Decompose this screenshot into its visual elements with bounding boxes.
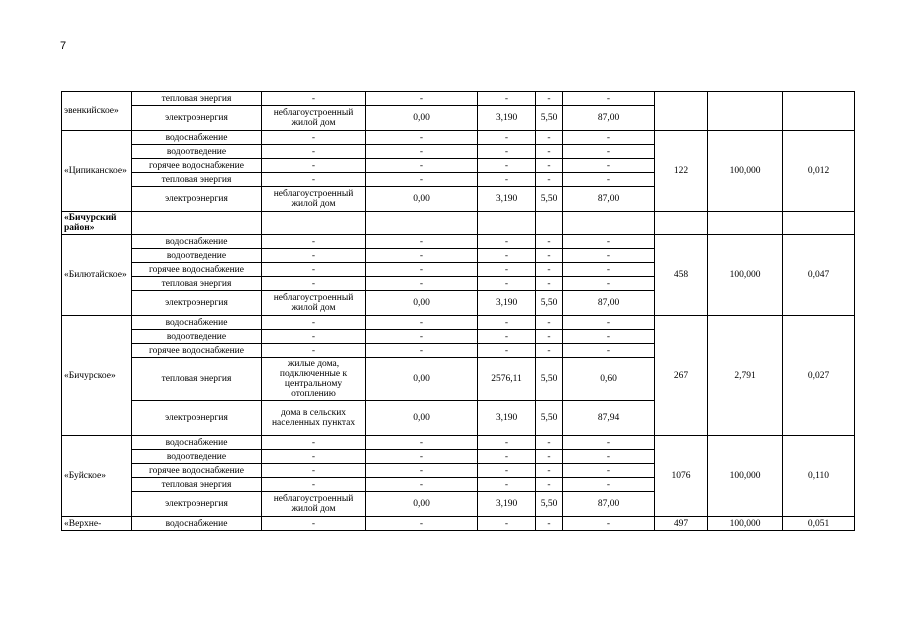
value-cell: - — [366, 316, 478, 330]
category-cell: неблагоустроенный жилой дом — [262, 187, 366, 212]
value-cell: - — [366, 263, 478, 277]
service-cell: горячее водоснабжение — [132, 344, 262, 358]
value-cell: - — [478, 235, 536, 249]
value-cell: 0,00 — [366, 401, 478, 436]
value-cell: - — [478, 263, 536, 277]
category-cell: - — [262, 173, 366, 187]
value-cell: - — [536, 330, 563, 344]
category-cell: неблагоустроенный жилой дом — [262, 106, 366, 131]
table-row — [62, 235, 855, 249]
category-cell: неблагоустроенный жилой дом — [262, 291, 366, 316]
value-cell: - — [563, 450, 655, 464]
value-cell: - — [563, 159, 655, 173]
value-cell: - — [536, 145, 563, 159]
category-cell: - — [262, 464, 366, 478]
value-cell: - — [366, 277, 478, 291]
category-cell: - — [262, 145, 366, 159]
value-cell: - — [366, 478, 478, 492]
value-cell: - — [536, 478, 563, 492]
table-row — [62, 517, 855, 531]
percent-cell: 100,000 — [708, 436, 783, 517]
municipality-cell: «Верхне- — [62, 517, 132, 531]
value-cell: - — [563, 263, 655, 277]
category-cell: - — [262, 436, 366, 450]
population-cell: 267 — [655, 316, 708, 436]
value-cell: - — [478, 249, 536, 263]
share-cell: 0,051 — [783, 517, 855, 531]
category-cell: жилые дома, подключенные к центральному отоплению — [262, 358, 366, 401]
value-cell: 0,00 — [366, 358, 478, 401]
value-cell: - — [563, 145, 655, 159]
population-cell: 458 — [655, 235, 708, 316]
percent-cell: 2,791 — [708, 316, 783, 436]
value-cell: - — [563, 344, 655, 358]
value-cell: - — [563, 330, 655, 344]
value-cell: - — [563, 249, 655, 263]
category-cell: - — [262, 517, 366, 531]
table-row — [62, 212, 855, 235]
value-cell: - — [563, 173, 655, 187]
value-cell: - — [366, 517, 478, 531]
tariff-table — [61, 91, 855, 531]
value-cell: - — [366, 145, 478, 159]
value-cell: - — [536, 131, 563, 145]
table-row — [62, 92, 855, 106]
value-cell: - — [366, 450, 478, 464]
category-cell: - — [262, 92, 366, 106]
value-cell: - — [563, 277, 655, 291]
district-header: «Бичурский район» — [62, 212, 132, 235]
value-cell: - — [366, 344, 478, 358]
value-cell: - — [536, 277, 563, 291]
service-cell: водоснабжение — [132, 436, 262, 450]
service-cell: электроэнергия — [132, 401, 262, 436]
population-cell: 122 — [655, 131, 708, 212]
value-cell: - — [366, 159, 478, 173]
category-cell: - — [262, 316, 366, 330]
value-cell: 3,190 — [478, 492, 536, 517]
value-cell: - — [563, 478, 655, 492]
value-cell: - — [536, 517, 563, 531]
share-cell: 0,027 — [783, 316, 855, 436]
service-cell: электроэнергия — [132, 492, 262, 517]
category-cell: дома в сельских населенных пунктах — [262, 401, 366, 436]
category-cell: неблагоустроенный жилой дом — [262, 492, 366, 517]
value-cell: - — [536, 92, 563, 106]
share-cell — [783, 92, 855, 131]
value-cell: - — [563, 92, 655, 106]
value-cell: - — [366, 464, 478, 478]
service-cell: водоотведение — [132, 249, 262, 263]
value-cell: 2576,11 — [478, 358, 536, 401]
value-cell: - — [478, 436, 536, 450]
service-cell: горячее водоснабжение — [132, 263, 262, 277]
service-cell: водоснабжение — [132, 517, 262, 531]
value-cell: - — [536, 249, 563, 263]
value-cell: - — [563, 131, 655, 145]
value-cell: - — [536, 436, 563, 450]
value-cell: - — [478, 92, 536, 106]
value-cell: - — [478, 478, 536, 492]
value-cell: - — [563, 316, 655, 330]
service-cell: тепловая энергия — [132, 277, 262, 291]
value-cell: - — [478, 344, 536, 358]
value-cell: 3,190 — [478, 106, 536, 131]
service-cell: тепловая энергия — [132, 92, 262, 106]
value-cell: 87,00 — [563, 291, 655, 316]
value-cell: - — [366, 131, 478, 145]
share-cell: 0,047 — [783, 235, 855, 316]
value-cell: - — [536, 344, 563, 358]
municipality-cell: «Бичурское» — [62, 316, 132, 436]
value-cell: - — [536, 450, 563, 464]
service-cell: водоотведение — [132, 145, 262, 159]
percent-cell: 100,000 — [708, 235, 783, 316]
value-cell: 87,94 — [563, 401, 655, 436]
municipality-cell: «Буйское» — [62, 436, 132, 517]
service-cell: водоснабжение — [132, 235, 262, 249]
category-cell: - — [262, 344, 366, 358]
category-cell: - — [262, 330, 366, 344]
value-cell: - — [536, 263, 563, 277]
value-cell: - — [366, 92, 478, 106]
category-cell: - — [262, 263, 366, 277]
value-cell: - — [563, 235, 655, 249]
service-cell: водоснабжение — [132, 131, 262, 145]
value-cell: - — [366, 249, 478, 263]
category-cell: - — [262, 478, 366, 492]
value-cell: - — [478, 450, 536, 464]
table-row — [62, 131, 855, 145]
percent-cell: 100,000 — [708, 131, 783, 212]
service-cell: электроэнергия — [132, 187, 262, 212]
value-cell: - — [563, 517, 655, 531]
value-cell: 5,50 — [536, 291, 563, 316]
value-cell: 5,50 — [536, 358, 563, 401]
category-cell: - — [262, 235, 366, 249]
value-cell: - — [536, 235, 563, 249]
value-cell: - — [478, 145, 536, 159]
value-cell: - — [366, 330, 478, 344]
value-cell: 5,50 — [536, 401, 563, 436]
percent-cell: 100,000 — [708, 517, 783, 531]
value-cell: 3,190 — [478, 187, 536, 212]
value-cell: - — [478, 159, 536, 173]
service-cell: электроэнергия — [132, 291, 262, 316]
value-cell: 5,50 — [536, 106, 563, 131]
value-cell: - — [478, 517, 536, 531]
service-cell: водоотведение — [132, 450, 262, 464]
table-row — [62, 436, 855, 450]
value-cell: - — [478, 173, 536, 187]
value-cell: - — [478, 464, 536, 478]
value-cell: - — [478, 131, 536, 145]
municipality-cell: «Ципиканское» — [62, 131, 132, 212]
value-cell: 3,190 — [478, 291, 536, 316]
value-cell: - — [536, 159, 563, 173]
value-cell: 0,00 — [366, 106, 478, 131]
value-cell: 3,190 — [478, 401, 536, 436]
service-cell: водоотведение — [132, 330, 262, 344]
value-cell: - — [478, 277, 536, 291]
value-cell: - — [366, 173, 478, 187]
share-cell: 0,012 — [783, 131, 855, 212]
value-cell: - — [366, 436, 478, 450]
page-number: 7 — [60, 40, 67, 52]
value-cell: - — [563, 464, 655, 478]
value-cell: 0,00 — [366, 492, 478, 517]
value-cell: - — [563, 436, 655, 450]
service-cell: горячее водоснабжение — [132, 159, 262, 173]
value-cell: 5,50 — [536, 187, 563, 212]
value-cell: 87,00 — [563, 187, 655, 212]
municipality-cell: «Билютайское» — [62, 235, 132, 316]
municipality-cell: эвенкийское» — [62, 92, 132, 131]
value-cell: - — [478, 316, 536, 330]
service-cell: тепловая энергия — [132, 478, 262, 492]
category-cell: - — [262, 249, 366, 263]
share-cell: 0,110 — [783, 436, 855, 517]
service-cell: электроэнергия — [132, 106, 262, 131]
value-cell: 87,00 — [563, 106, 655, 131]
table-row — [62, 316, 855, 330]
service-cell: горячее водоснабжение — [132, 464, 262, 478]
value-cell: 0,00 — [366, 291, 478, 316]
value-cell: - — [536, 173, 563, 187]
category-cell: - — [262, 450, 366, 464]
value-cell: - — [478, 330, 536, 344]
service-cell: водоснабжение — [132, 316, 262, 330]
value-cell: 5,50 — [536, 492, 563, 517]
service-cell: тепловая энергия — [132, 358, 262, 401]
category-cell: - — [262, 159, 366, 173]
population-cell: 497 — [655, 517, 708, 531]
category-cell: - — [262, 277, 366, 291]
population-cell: 1076 — [655, 436, 708, 517]
value-cell: 0,60 — [563, 358, 655, 401]
value-cell: - — [536, 464, 563, 478]
value-cell: - — [536, 316, 563, 330]
value-cell: 87,00 — [563, 492, 655, 517]
population-cell — [655, 92, 708, 131]
value-cell: 0,00 — [366, 187, 478, 212]
value-cell: - — [366, 235, 478, 249]
category-cell: - — [262, 131, 366, 145]
service-cell: тепловая энергия — [132, 173, 262, 187]
percent-cell — [708, 92, 783, 131]
